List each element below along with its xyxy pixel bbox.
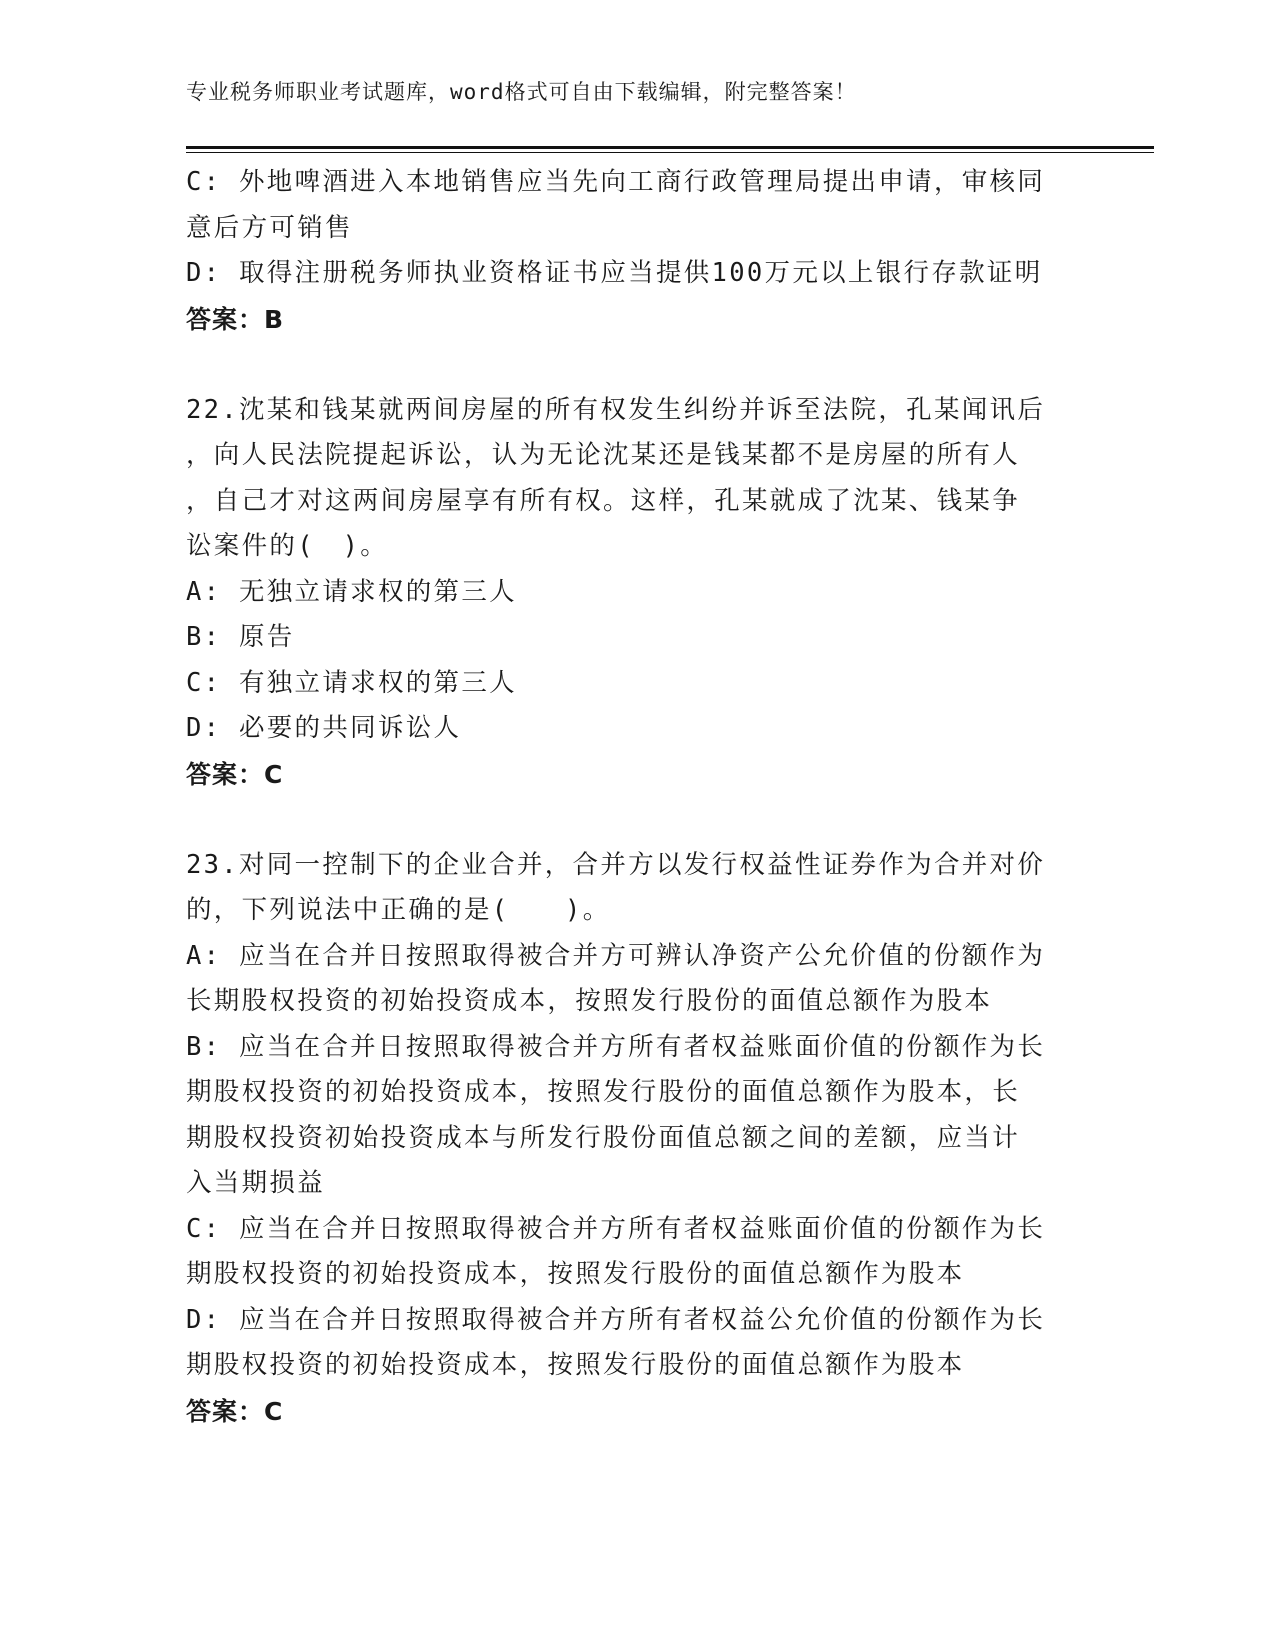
text-line: 期股权投资的初始投资成本，按照发行股份的面值总额作为股本 [186,1259,965,1289]
spacer [186,797,1086,843]
option-b [186,1025,1086,1207]
text-line: 23.对同一控制下的企业合并，合并方以发行权益性证券作为合并对价 [186,849,1046,880]
option-d [186,1298,1086,1389]
text-line: 长期股权投资的初始投资成本，按照发行股份的面值总额作为股本 [186,986,993,1016]
option-d [186,251,1086,297]
text-line: ，自己才对这两间房屋享有所有权。这样，孔某就成了沈某、钱某争 [186,485,1021,516]
text-line: A: 应当在合并日按照取得被合并方可辨认净资产公允价值的份额作为 [186,940,1046,971]
page-header: 专业税务师职业考试题库，word格式可自由下载编辑，附完整答案！ [186,80,857,104]
option-c [186,160,1086,251]
text-line: 期股权投资的初始投资成本，按照发行股份的面值总额作为股本 [186,1350,965,1380]
text-line: C: 外地啤酒进入本地销售应当先向工商行政管理局提出申请，审核同 [186,167,1046,197]
document-body [186,160,1086,1434]
question-23 [186,843,1086,1435]
text-line: D: 应当在合并日按照取得被合并方所有者权益公允价值的份额作为长 [186,1304,1046,1335]
text-line: 的，下列说法中正确的是( )。 [186,895,611,925]
header-divider-thick [186,146,1154,149]
text-line: 期股权投资初始投资成本与所发行股份面值总额之间的差额，应当计 [186,1122,1021,1153]
question-22 [186,388,1086,798]
header-divider-thin [186,152,1154,153]
option-b: B: 原告 [186,622,295,652]
option-d: D: 必要的共同诉讼人 [186,713,462,743]
text-line: C: 应当在合并日按照取得被合并方所有者权益账面价值的份额作为长 [186,1213,1046,1244]
spacer [186,342,1086,388]
text-line: 22.沈某和钱某就两间房屋的所有权发生纠纷并诉至法院，孔某闻讯后 [186,394,1046,425]
text-line: 意后方可销售 [186,212,353,243]
question-stem [186,843,1086,934]
question-stem [186,388,1086,570]
text-line: B: 应当在合并日按照取得被合并方所有者权益账面价值的份额作为长 [186,1031,1046,1062]
answer-line: 答案：C [186,759,284,789]
text-line: 期股权投资的初始投资成本，按照发行股份的面值总额作为股本，长 [186,1077,1021,1107]
answer-line: 答案：B [186,304,285,334]
option-a: A: 无独立请求权的第三人 [186,576,517,607]
text-line: 入当期损益 [186,1168,326,1198]
option-c: C: 有独立请求权的第三人 [186,667,517,698]
text-line: D: 取得注册税务师执业资格证书应当提供100万元以上银行存款证明 [186,258,1043,288]
text-line: ，向人民法院提起诉讼，认为无论沈某还是钱某都不是房屋的所有人 [186,440,1021,470]
text-line: 讼案件的( )。 [186,531,389,561]
option-a [186,934,1086,1025]
prev-question [186,160,1086,342]
answer-line: 答案：C [186,1396,284,1426]
option-c [186,1207,1086,1298]
